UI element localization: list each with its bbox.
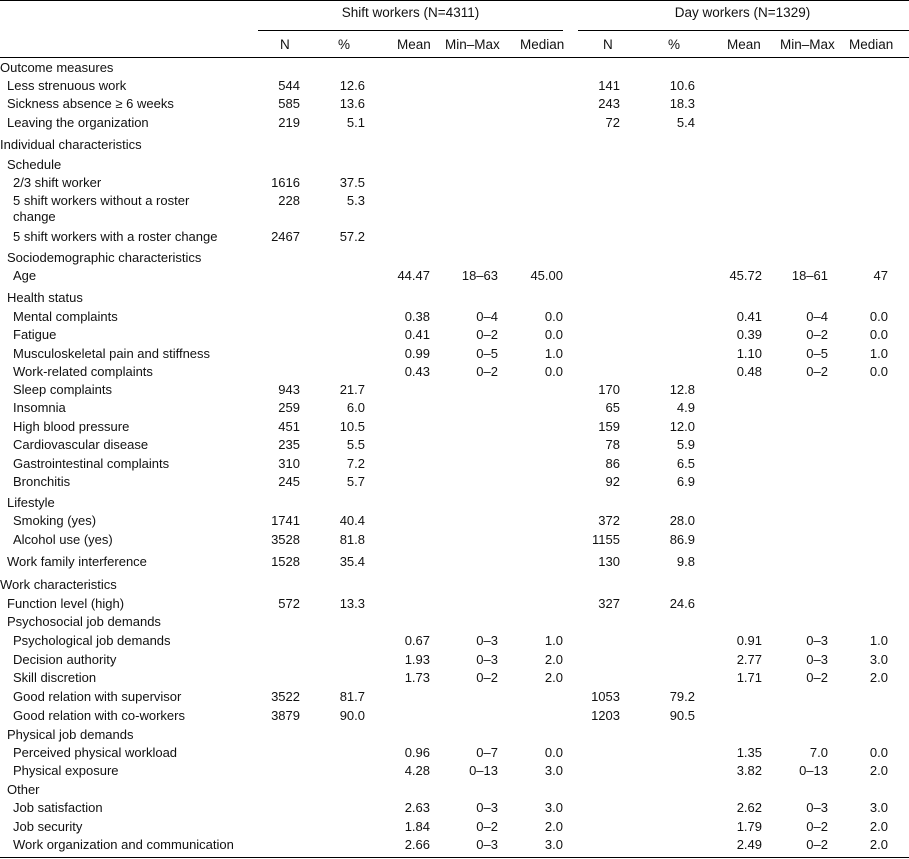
cell-minmax-day: 0–3 xyxy=(806,800,828,815)
table-row xyxy=(0,652,909,670)
cell-pct-day: 90.5 xyxy=(669,708,695,723)
table-row xyxy=(0,250,909,268)
cell-median-shift: 1.0 xyxy=(544,633,563,648)
cell-pct-shift: 6.0 xyxy=(346,400,365,415)
cell-minmax-shift: 0–2 xyxy=(476,327,498,342)
table-row xyxy=(0,437,909,455)
cell-mean-shift: 0.96 xyxy=(404,745,430,760)
cell-minmax-shift: 0–2 xyxy=(476,670,498,685)
group-underline-day-workers xyxy=(578,30,909,31)
bottom-rule xyxy=(0,857,909,858)
row-label: Alcohol use (yes) xyxy=(13,532,113,547)
cell-median-day: 2.0 xyxy=(869,670,888,685)
cell-mean-day: 2.62 xyxy=(736,800,762,815)
row-label: Sociodemographic characteristics xyxy=(7,250,202,265)
top-rule xyxy=(0,0,909,1)
table-row xyxy=(0,782,909,800)
cell-minmax-day: 0–2 xyxy=(806,819,828,834)
cell-n-day: 1053 xyxy=(591,689,620,704)
row-label: Fatigue xyxy=(13,327,57,342)
cell-n-day: 65 xyxy=(605,400,620,415)
table-row xyxy=(0,727,909,745)
table-row xyxy=(0,474,909,492)
table-row xyxy=(0,708,909,726)
row-label: Good relation with supervisor xyxy=(13,689,182,704)
table-row xyxy=(0,554,909,572)
cell-pct-shift: 5.7 xyxy=(346,474,365,489)
row-label: Musculoskeletal pain and stiffness xyxy=(13,346,211,361)
cell-median-day: 3.0 xyxy=(869,652,888,667)
cell-mean-shift: 0.67 xyxy=(404,633,430,648)
table-row xyxy=(0,400,909,418)
cell-median-shift: 0.0 xyxy=(544,364,563,379)
table-row xyxy=(0,819,909,837)
cell-minmax-day: 0–4 xyxy=(806,309,828,324)
cell-pct-shift: 81.7 xyxy=(339,689,365,704)
cell-minmax-day: 0–13 xyxy=(799,763,828,778)
cell-mean-shift: 0.43 xyxy=(404,364,430,379)
cell-median-day: 0.0 xyxy=(869,745,888,760)
cell-mean-day: 1.79 xyxy=(736,819,762,834)
cell-pct-shift: 90.0 xyxy=(339,708,365,723)
cell-mean-day: 1.71 xyxy=(736,670,762,685)
col-header-mean-day: Mean xyxy=(727,37,761,52)
table-row xyxy=(0,689,909,707)
cell-n-shift: 544 xyxy=(278,78,300,93)
row-label: Outcome measures xyxy=(0,60,114,75)
row-label: Skill discretion xyxy=(13,670,97,685)
cell-pct-shift: 12.6 xyxy=(339,78,365,93)
cell-n-shift: 3528 xyxy=(271,532,300,547)
row-label: Physical job demands xyxy=(7,727,134,742)
cell-n-day: 170 xyxy=(598,382,620,397)
row-label: 5 shift workers without a roster xyxy=(13,193,190,208)
cell-minmax-shift: 0–3 xyxy=(476,633,498,648)
cell-pct-day: 5.9 xyxy=(676,437,695,452)
cell-pct-shift: 35.4 xyxy=(339,554,365,569)
table-row xyxy=(0,96,909,114)
row-label: 2/3 shift worker xyxy=(13,175,102,190)
col-header-median-shift: Median xyxy=(520,37,565,52)
cell-pct-shift: 81.8 xyxy=(339,532,365,547)
cell-mean-day: 1.10 xyxy=(736,346,762,361)
cell-pct-shift: 37.5 xyxy=(339,175,365,190)
cell-median-shift: 3.0 xyxy=(544,837,563,852)
cell-minmax-shift: 0–3 xyxy=(476,800,498,815)
cell-n-day: 159 xyxy=(598,419,620,434)
cell-mean-day: 45.72 xyxy=(729,268,762,283)
table-row xyxy=(0,456,909,474)
cell-median-shift: 0.0 xyxy=(544,745,563,760)
cell-pct-day: 79.2 xyxy=(669,689,695,704)
cell-median-day: 3.0 xyxy=(869,800,888,815)
cell-n-shift: 1616 xyxy=(271,175,300,190)
col-header-mean-shift: Mean xyxy=(397,37,431,52)
cell-minmax-shift: 0–7 xyxy=(476,745,498,760)
cell-minmax-day: 0–2 xyxy=(806,837,828,852)
col-header-median-day: Median xyxy=(849,37,894,52)
table-row xyxy=(0,837,909,855)
row-label: High blood pressure xyxy=(13,419,130,434)
row-label: Perceived physical workload xyxy=(13,745,178,760)
table-row xyxy=(0,670,909,688)
cell-mean-shift: 2.66 xyxy=(404,837,430,852)
cell-median-day: 2.0 xyxy=(869,763,888,778)
row-label: Other xyxy=(7,782,40,797)
cell-minmax-day: 0–3 xyxy=(806,652,828,667)
row-label: Job security xyxy=(13,819,83,834)
cell-mean-day: 1.35 xyxy=(736,745,762,760)
row-label: Work characteristics xyxy=(0,577,117,592)
cell-n-shift: 310 xyxy=(278,456,300,471)
row-label: Health status xyxy=(7,290,83,305)
cell-minmax-day: 0–2 xyxy=(806,364,828,379)
cell-median-day: 0.0 xyxy=(869,309,888,324)
cell-median-shift: 2.0 xyxy=(544,819,563,834)
cell-pct-day: 6.9 xyxy=(676,474,695,489)
table-row xyxy=(0,495,909,513)
table-row xyxy=(0,175,909,193)
cell-median-day: 1.0 xyxy=(869,346,888,361)
row-label: Physical exposure xyxy=(13,763,119,778)
cell-n-shift: 259 xyxy=(278,400,300,415)
row-label: Good relation with co-workers xyxy=(13,708,185,723)
row-label: Gastrointestinal complaints xyxy=(13,456,170,471)
table-row xyxy=(0,60,909,78)
cell-mean-day: 0.91 xyxy=(736,633,762,648)
table-row xyxy=(0,137,909,155)
cell-minmax-shift: 0–5 xyxy=(476,346,498,361)
col-header-minmax-shift: Min–Max xyxy=(445,37,500,52)
table-row xyxy=(0,596,909,614)
row-label: 5 shift workers with a roster change xyxy=(13,229,218,244)
cell-mean-shift: 2.63 xyxy=(404,800,430,815)
row-label: Leaving the organization xyxy=(7,115,149,130)
cell-n-day: 130 xyxy=(598,554,620,569)
group-header-day-workers: Day workers (N=1329) xyxy=(674,5,811,20)
row-label: Less strenuous work xyxy=(7,78,127,93)
table-row xyxy=(0,290,909,308)
cell-pct-shift: 5.5 xyxy=(346,437,365,452)
cell-median-day: 0.0 xyxy=(869,327,888,342)
cell-n-day: 92 xyxy=(605,474,620,489)
table-row xyxy=(0,346,909,364)
cell-n-day: 243 xyxy=(598,96,620,111)
cell-minmax-shift: 0–3 xyxy=(476,837,498,852)
row-label: Sleep complaints xyxy=(13,382,112,397)
cell-mean-day: 2.49 xyxy=(736,837,762,852)
row-label: Psychological job demands xyxy=(13,633,171,648)
cell-mean-day: 0.39 xyxy=(736,327,762,342)
cell-minmax-day: 0–2 xyxy=(806,670,828,685)
table-row xyxy=(0,577,909,595)
row-label: Job satisfaction xyxy=(13,800,103,815)
row-label: Insomnia xyxy=(13,400,66,415)
cell-minmax-shift: 0–2 xyxy=(476,364,498,379)
header-rule xyxy=(0,57,909,58)
table-row xyxy=(0,364,909,382)
cell-n-shift: 2467 xyxy=(271,229,300,244)
cell-pct-day: 12.8 xyxy=(669,382,695,397)
cell-n-shift: 451 xyxy=(278,419,300,434)
row-label: Age xyxy=(13,268,37,283)
cell-mean-day: 3.82 xyxy=(736,763,762,778)
cell-pct-shift: 57.2 xyxy=(339,229,365,244)
cell-n-shift: 1528 xyxy=(271,554,300,569)
cell-median-shift: 1.0 xyxy=(544,346,563,361)
table-row xyxy=(0,229,909,247)
row-label: Work family interference xyxy=(7,554,147,569)
cell-n-shift: 3522 xyxy=(271,689,300,704)
cell-minmax-shift: 0–13 xyxy=(469,763,498,778)
cell-n-shift: 245 xyxy=(278,474,300,489)
table-row xyxy=(0,327,909,345)
cell-pct-day: 4.9 xyxy=(676,400,695,415)
cell-pct-shift: 5.3 xyxy=(346,193,365,208)
cell-pct-day: 6.5 xyxy=(676,456,695,471)
cell-n-shift: 219 xyxy=(278,115,300,130)
row-label: Work organization and communication xyxy=(13,837,234,852)
cell-pct-day: 24.6 xyxy=(669,596,695,611)
cell-n-shift: 1741 xyxy=(271,513,300,528)
cell-pct-shift: 40.4 xyxy=(339,513,365,528)
cell-minmax-day: 0–3 xyxy=(806,633,828,648)
cell-mean-shift: 0.38 xyxy=(404,309,430,324)
row-label: Decision authority xyxy=(13,652,117,667)
table-row xyxy=(0,268,909,286)
row-label-continued: change xyxy=(13,209,56,224)
cell-median-day: 47 xyxy=(873,268,888,283)
cell-minmax-day: 18–61 xyxy=(791,268,828,283)
table-row xyxy=(0,633,909,651)
row-label: Individual characteristics xyxy=(0,137,142,152)
cell-median-day: 1.0 xyxy=(869,633,888,648)
row-label: Psychosocial job demands xyxy=(7,614,161,629)
cell-pct-day: 28.0 xyxy=(669,513,695,528)
table-row xyxy=(0,309,909,327)
row-label: Smoking (yes) xyxy=(13,513,97,528)
cell-n-day: 141 xyxy=(598,78,620,93)
cell-pct-day: 10.6 xyxy=(669,78,695,93)
col-header-n-day: N xyxy=(603,37,613,52)
table-row xyxy=(0,157,909,175)
row-label: Function level (high) xyxy=(7,596,125,611)
cell-n-shift: 235 xyxy=(278,437,300,452)
cell-median-day: 2.0 xyxy=(869,837,888,852)
cell-pct-shift: 7.2 xyxy=(346,456,365,471)
cell-pct-shift: 13.6 xyxy=(339,96,365,111)
cell-median-day: 0.0 xyxy=(869,364,888,379)
col-header-n-shift: N xyxy=(280,37,290,52)
table-row xyxy=(0,193,909,224)
cell-mean-day: 2.77 xyxy=(736,652,762,667)
row-label: Bronchitis xyxy=(13,474,71,489)
cell-median-shift: 0.0 xyxy=(544,327,563,342)
cell-n-day: 78 xyxy=(605,437,620,452)
cell-median-shift: 3.0 xyxy=(544,763,563,778)
col-header-pct-day: % xyxy=(668,37,681,52)
cell-pct-day: 18.3 xyxy=(669,96,695,111)
cell-n-day: 327 xyxy=(598,596,620,611)
cell-n-shift: 943 xyxy=(278,382,300,397)
row-label: Schedule xyxy=(7,157,62,172)
cell-n-shift: 3879 xyxy=(271,708,300,723)
cell-minmax-day: 7.0 xyxy=(809,745,828,760)
cell-mean-shift: 44.47 xyxy=(397,268,430,283)
cell-median-shift: 45.00 xyxy=(530,268,563,283)
cell-median-day: 2.0 xyxy=(869,819,888,834)
cell-mean-shift: 1.84 xyxy=(404,819,430,834)
cell-n-day: 86 xyxy=(605,456,620,471)
cell-minmax-shift: 0–2 xyxy=(476,819,498,834)
table-row xyxy=(0,513,909,531)
cell-minmax-shift: 0–3 xyxy=(476,652,498,667)
cell-n-shift: 228 xyxy=(278,193,300,208)
cell-mean-day: 0.41 xyxy=(736,309,762,324)
table-row xyxy=(0,745,909,763)
row-label: Cardiovascular disease xyxy=(13,437,149,452)
cell-mean-shift: 1.93 xyxy=(404,652,430,667)
cell-n-day: 1155 xyxy=(592,532,620,547)
row-label: Work-related complaints xyxy=(13,364,153,379)
cell-pct-day: 12.0 xyxy=(669,419,695,434)
col-header-pct-shift: % xyxy=(338,37,351,52)
table-row xyxy=(0,800,909,818)
table-row xyxy=(0,614,909,632)
cell-pct-shift: 21.7 xyxy=(339,382,365,397)
cell-median-shift: 2.0 xyxy=(544,670,563,685)
cell-pct-day: 86.9 xyxy=(669,532,695,547)
cell-median-shift: 0.0 xyxy=(544,309,563,324)
table-row xyxy=(0,78,909,96)
cell-pct-shift: 13.3 xyxy=(339,596,365,611)
table-row xyxy=(0,763,909,781)
cell-n-shift: 585 xyxy=(278,96,300,111)
table-row xyxy=(0,532,909,550)
group-underline-shift-workers xyxy=(258,30,563,31)
cell-median-shift: 2.0 xyxy=(544,652,563,667)
cell-minmax-shift: 18–63 xyxy=(461,268,498,283)
table-row xyxy=(0,419,909,437)
cell-mean-shift: 4.28 xyxy=(404,763,430,778)
cell-mean-shift: 0.41 xyxy=(404,327,430,342)
cell-pct-day: 9.8 xyxy=(676,554,695,569)
cell-minmax-shift: 0–4 xyxy=(476,309,498,324)
cell-mean-shift: 1.73 xyxy=(404,670,430,685)
cell-minmax-day: 0–5 xyxy=(806,346,828,361)
cell-n-day: 1203 xyxy=(591,708,620,723)
cell-pct-day: 5.4 xyxy=(676,115,695,130)
cell-minmax-day: 0–2 xyxy=(806,327,828,342)
cell-pct-shift: 10.5 xyxy=(339,419,365,434)
cell-n-shift: 572 xyxy=(278,596,300,611)
cell-n-day: 372 xyxy=(598,513,620,528)
row-label: Sickness absence ≥ 6 weeks xyxy=(7,96,174,111)
group-header-shift-workers: Shift workers (N=4311) xyxy=(341,5,480,20)
table-row xyxy=(0,382,909,400)
cell-n-day: 72 xyxy=(605,115,620,130)
cell-pct-shift: 5.1 xyxy=(346,115,365,130)
cell-mean-day: 0.48 xyxy=(736,364,762,379)
row-label: Lifestyle xyxy=(7,495,55,510)
row-label: Mental complaints xyxy=(13,309,118,324)
cell-mean-shift: 0.99 xyxy=(404,346,430,361)
col-header-minmax-day: Min–Max xyxy=(780,37,835,52)
cell-median-shift: 3.0 xyxy=(544,800,563,815)
table-row xyxy=(0,115,909,133)
